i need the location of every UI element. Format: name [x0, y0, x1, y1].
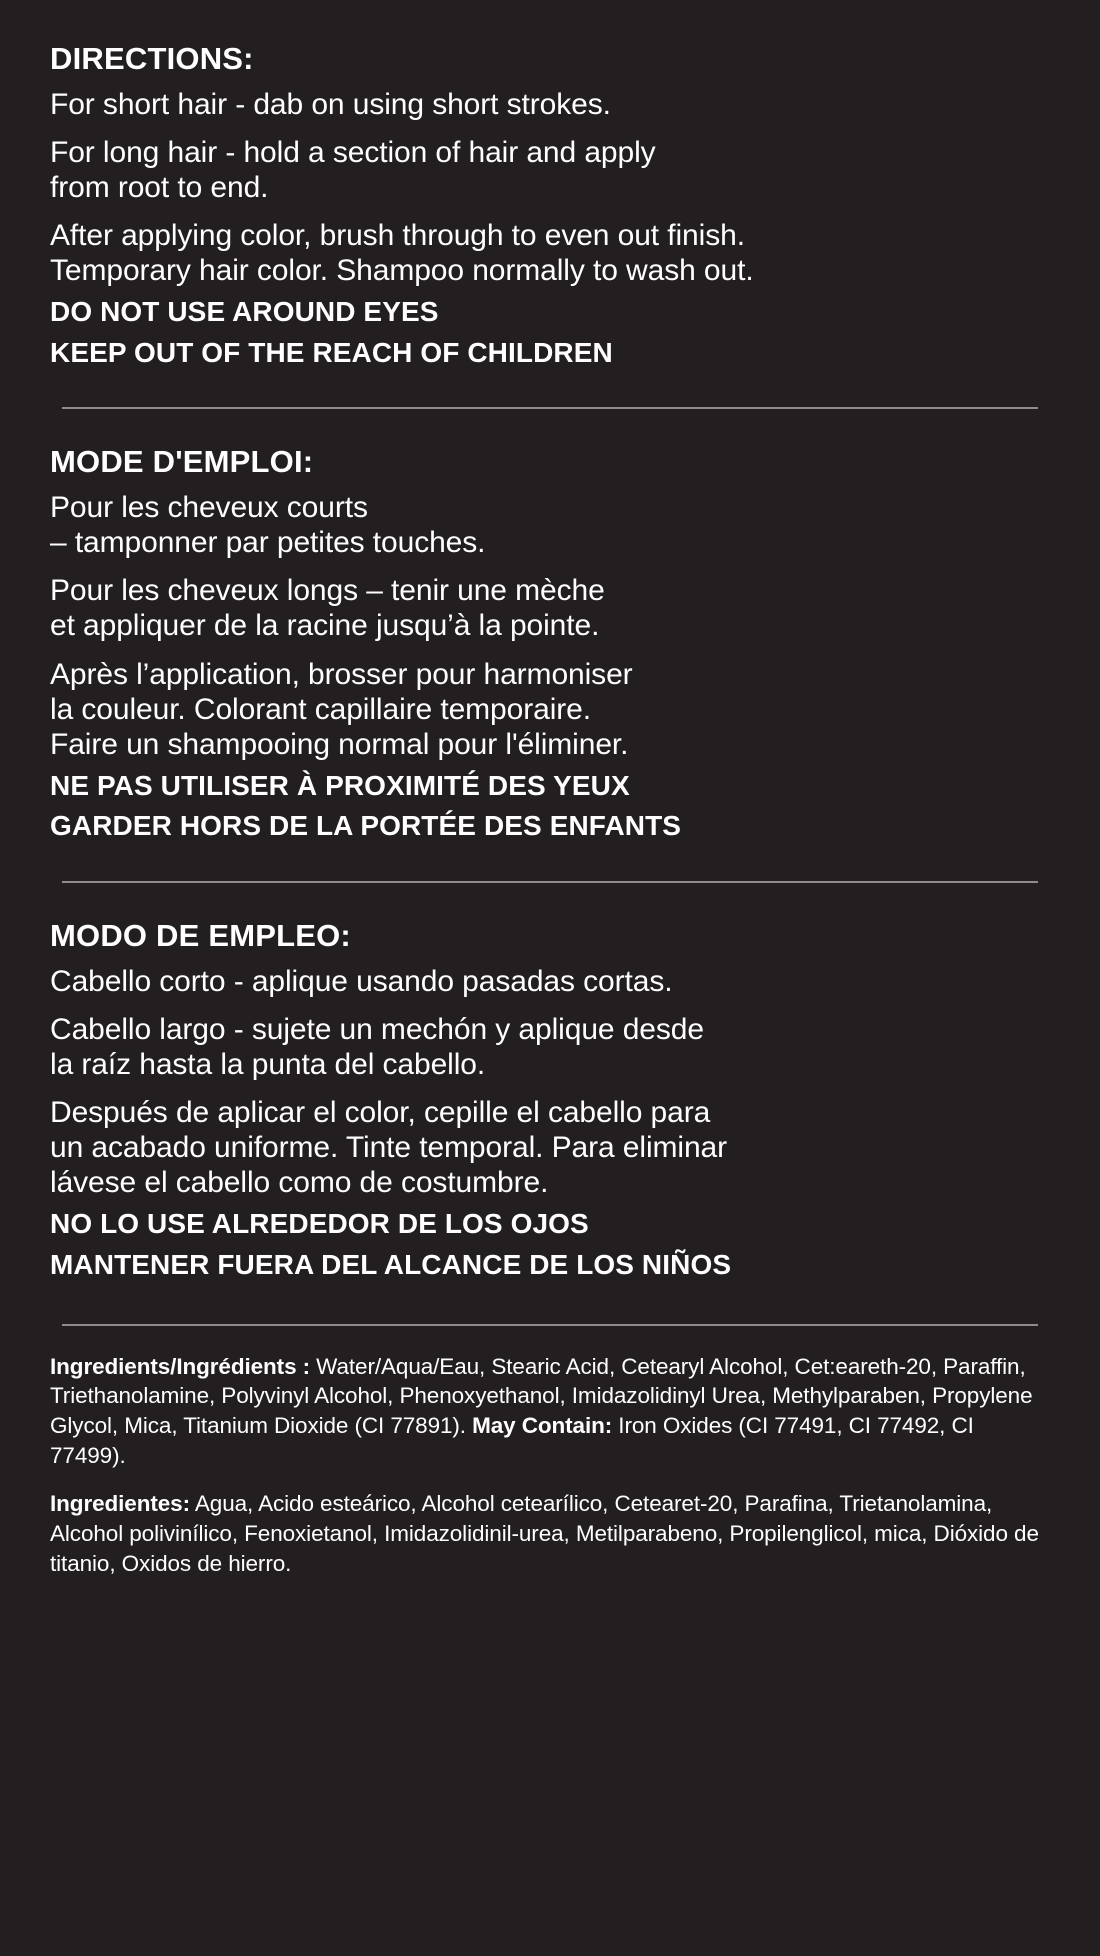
directions-paragraph-fr-1: Pour les cheveux courts – tamponner par petites touches. — [50, 491, 486, 560]
ingredients-section — [50, 1352, 1050, 1579]
divider-english-french — [62, 407, 1038, 409]
directions-section-spanish — [50, 917, 1050, 1286]
directions-paragraph-es-3: Después de aplicar el color, cepille el cabello para un acabado uniforme. Tinte temporal. Para eliminar lávese el cabello como de costumbre. — [50, 1096, 728, 1200]
directions-paragraph-en-3: After applying color, brush through to even out finish. Temporary hair color. Shampoo normally to wash out. — [50, 219, 754, 288]
warning-en-children: KEEP OUT OF THE REACH OF CHILDREN — [50, 336, 613, 368]
warning-es-eyes: NO LO USE ALREDEDOR DE LOS OJOS — [50, 1208, 589, 1240]
warning-en-eyes: DO NOT USE AROUND EYES — [50, 296, 439, 328]
ingredients-en-fr — [50, 1352, 1050, 1472]
directions-paragraph-es-2: Cabello largo - sujete un mechón y aplique desde la raíz hasta la punta del cabello. — [50, 1012, 704, 1081]
directions-section-english — [50, 40, 1050, 373]
divider-french-spanish — [62, 881, 1038, 883]
may-contain-heading: May Contain: — [465, 1413, 613, 1439]
warning-fr-eyes: NE PAS UTILISER À PROXIMITÉ DES YEUX — [50, 769, 630, 801]
directions-section-french — [50, 443, 1050, 847]
ingredients-en-fr-body: Water/Aqua/Eau, Stearic Acid, Cetearyl Alcohol, Cet:eareth-20, Paraffin, Triethanolamine, Polyvinyl Alcohol, Phenoxyethanol, Imidazolidinyl Urea, Methylparaben, Propylene Glycol, Mica, Titanium Dioxide (CI 77891). — [50, 1353, 1033, 1439]
directions-title-french: MODE D'EMPLOI: — [50, 444, 314, 480]
ingredients-es-body: Agua, Acido esteárico, Alcohol cetearílico, Cetearet-20, Parafina, Trietanolamina, Alcohol polivinílico, Fenoxietanol, Imidazolidinil-urea, Metilparabeno, Propilenglicol, mica, Dióxido de titanio, Oxidos de hierro. — [50, 1491, 1039, 1577]
divider-spanish-ingredients — [62, 1324, 1038, 1326]
directions-paragraph-fr-2: Pour les cheveux longs – tenir une mèche et appliquer de la racine jusqu’à la pointe. — [50, 574, 605, 643]
ingredients-es — [50, 1489, 1050, 1579]
warning-fr-children: GARDER HORS DE LA PORTÉE DES ENFANTS — [50, 810, 682, 842]
directions-title-english: DIRECTIONS: — [50, 41, 254, 76]
directions-paragraph-es-1: Cabello corto - aplique usando pasadas cortas. — [50, 964, 673, 998]
ingredients-en-fr-heading: Ingredients/Ingrédients : — [50, 1353, 311, 1379]
may-contain-body: Iron Oxides (CI 77491, CI 77492, CI 77499). — [50, 1413, 974, 1469]
directions-paragraph-en-1: For short hair - dab on using short strokes. — [50, 87, 611, 121]
directions-title-spanish: MODO DE EMPLEO: — [50, 918, 351, 953]
ingredients-es-heading: Ingredientes: — [50, 1491, 190, 1517]
warning-es-children: MANTENER FUERA DEL ALCANCE DE LOS NIÑOS — [50, 1248, 732, 1280]
directions-paragraph-fr-3: Après l’application, brosser pour harmoniser la couleur. Colorant capillaire temporaire. Faire un shampooing normal pour l'éliminer. — [50, 657, 633, 761]
directions-paragraph-en-2: For long hair - hold a section of hair and apply from root to end. — [50, 135, 656, 204]
